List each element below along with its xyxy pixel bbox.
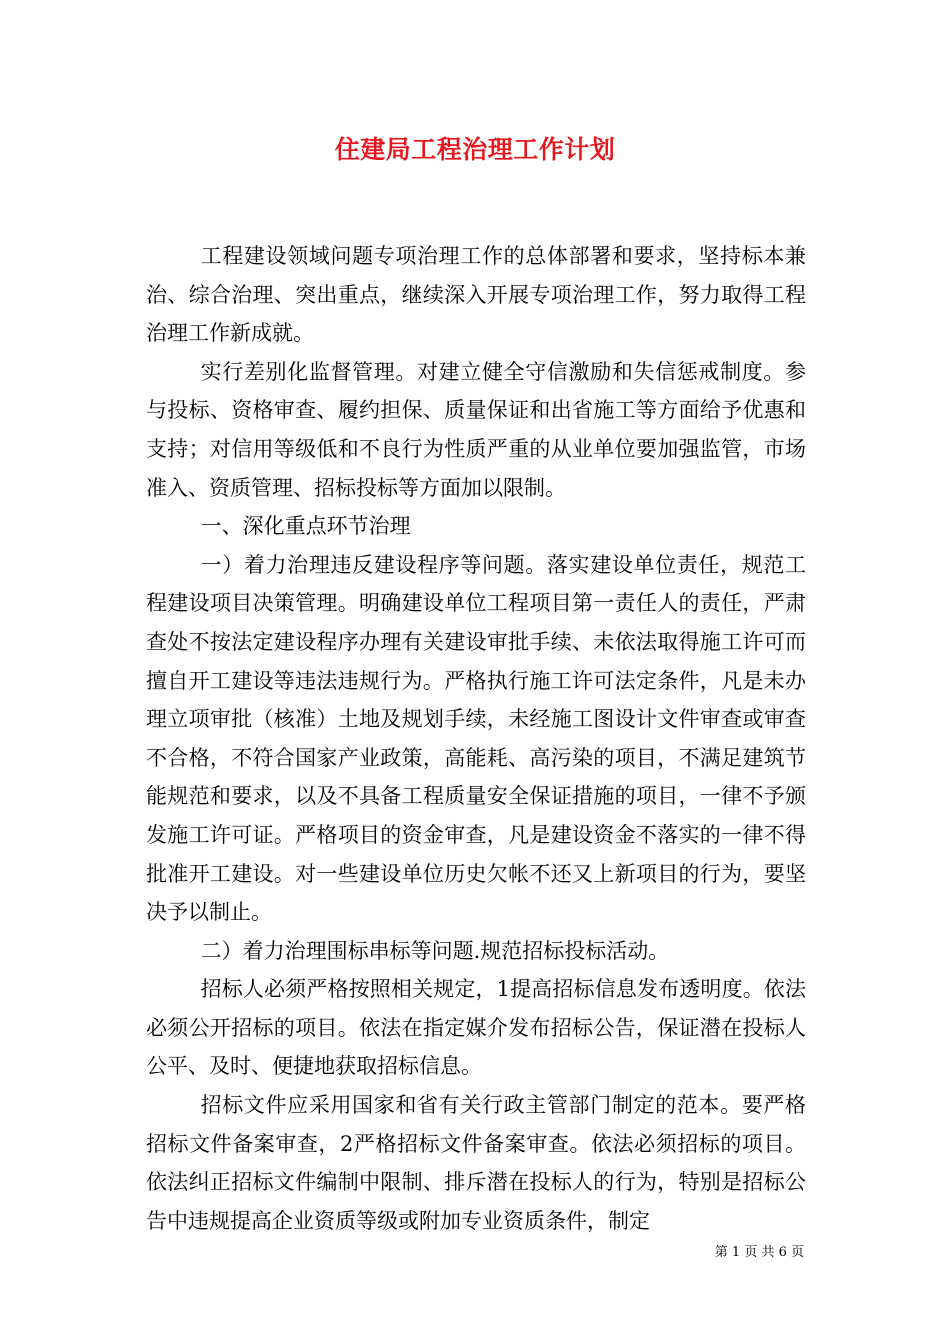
paragraph-intro: 工程建设领域问题专项治理工作的总体部署和要求，坚持标本兼治、综合治理、突出重点，继续深入开展专项治理工作，努力取得工程治理工作新成就。 bbox=[146, 244, 806, 346]
document-body bbox=[146, 237, 806, 1240]
page-number-footer: 第 1 页 共 6 页 bbox=[714, 1245, 804, 1260]
section-heading-1: 一、深化重点环节治理 bbox=[200, 514, 411, 539]
paragraph-bidding-heading: 二）着力治理围标串标等问题.规范招标投标活动。 bbox=[200, 938, 670, 963]
paragraph-construction-procedure: 一）着力治理违反建设程序等问题。落实建设单位责任，规范工程建设项目决策管理。明确建设单位工程项目第一责任人的责任，严肃查处不按法定建设程序办理有关建设审批手续、未依法取得施工许可而擅自开工建设等违法违规行为。严格执行施工许可法定条件，凡是未办理立项审批（核准）土地及规划手续，未经施工图设计文件审查或审查不合格，不符合国家产业政策，高能耗、高污染的项目，不满足建筑节能规范和要求，以及不具备工程质量安全保证措施的项目，一律不予颁发施工许可证。严格项目的资金审查，凡是建设资金不落实的一律不得批准开工建设。对一些建设单位历史欠帐不还又上新项目的行为，要坚决予以制止。 bbox=[146, 552, 806, 925]
document-title: 住建局工程治理工作计划 bbox=[334, 135, 616, 164]
paragraph-bidding-documents: 招标文件应采用国家和省有关行政主管部门制定的范本。要严格招标文件备案审查，2严格招标文件备案审查。依法必须招标的项目。依法纠正招标文件编制中限制、排斥潜在投标人的行为，特别是招标公告中违规提高企业资质等级或附加专业资质条件，制定 bbox=[146, 1093, 806, 1233]
paragraph-supervision: 实行差别化监督管理。对建立健全守信激励和失信惩戒制度。参与投标、资格审查、履约担保、质量保证和出省施工等方面给予优惠和支持；对信用等级低和不良行为性质严重的从业单位要加强监管，市场准入、资质管理、招标投标等方面加以限制。 bbox=[146, 359, 806, 500]
paragraph-bidding-info: 招标人必须严格按照相关规定，1提高招标信息发布透明度。依法必须公开招标的项目。依法在指定媒介发布招标公告，保证潜在投标人公平、及时、便捷地获取招标信息。 bbox=[146, 977, 806, 1079]
